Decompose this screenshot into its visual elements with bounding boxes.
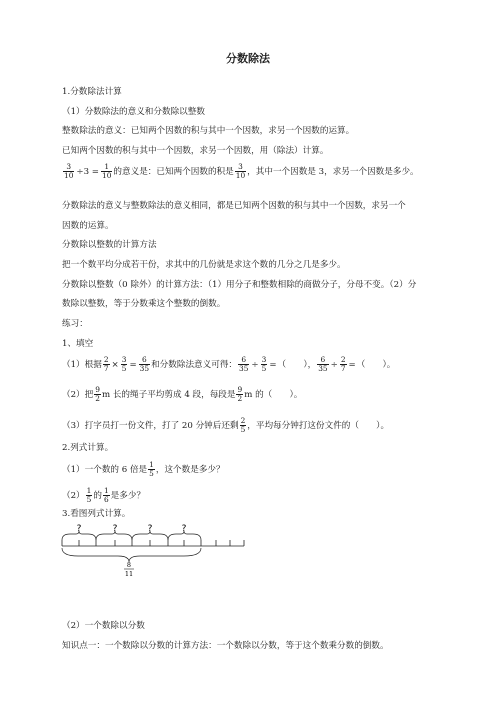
fraction: $\frac{6}{35}$ [139,355,150,373]
practice-heading: 练习： [62,319,88,329]
question-3: （3）打字员打一份文件，打了 20 分钟后还剩 $\frac{2}{5}$ ，平均每分钟打这份文件的（ ）。 [62,416,390,434]
fraction: $\frac{2}{7}$ [103,355,109,373]
section-heading: 1.分数除法计算 [62,87,122,97]
paragraph: 知识点一：一个数除以分数的计算方法：一个数除以分数，等于这个数乘分数的倒数。 [62,641,389,651]
paragraph: 整数除法的意义：已知两个因数的积与其中一个因数，求另一个因数的运算。 [62,126,355,136]
fraction: $\frac{2}{5}$ [240,416,246,434]
paragraph: 把一个数平均分成若干份，求其中的几份就是求这个数的几分之几是多少。 [62,260,346,270]
fraction: $\frac{1}{6}$ [103,486,109,504]
answer-blank: （ ）， [277,360,317,370]
question-2: （2）把 $\frac{9}{2}$ m 长的绳子平均剪成 4 段，每段是 $\frac{9}{2}$ m 的（ ）。 [62,385,303,403]
fraction: $\frac{3}{5}$ [261,355,267,373]
paragraph: 因数的运算。 [62,221,114,231]
top-brace [132,531,168,540]
paragraph: 已知两个因数的积与其中一个因数，求另一个因数，用（除法）计算。 [62,146,329,156]
total-numerator: 8 [126,561,132,569]
subsection-heading: （1）分数除法的意义和分数除以整数 [62,107,205,117]
fraction: $\frac{2}{7}$ [340,355,346,373]
paragraph: 分数除法的意义与整数除法的意义相同，都是已知两个因数的积与其中一个因数，求另一个 [62,201,406,211]
fraction: $\frac{6}{35}$ [239,355,249,373]
fraction: $\frac{1}{5}$ [86,486,92,504]
bottom-brace [62,548,201,562]
tick-marks [62,540,244,546]
calc-question-2: （2） $\frac{1}{5}$ 的 $\frac{1}{6}$ 是多少？ [62,486,146,504]
page-title: 分数除法 [226,52,270,65]
fraction: $\frac{3}{5}$ [121,355,127,373]
segment-diagram [58,518,258,578]
question-mark: ? [112,524,118,534]
exercise-heading: 1、填空 [62,339,94,349]
fraction: $\frac{9}{2}$ [95,385,100,403]
paragraph: 分数除以整数（0 除外）的计算方法：（1）用分子和整数相除的商做分子，分母不变。（2）分 [62,280,417,290]
section-heading: 2.列式计算。 [62,443,114,453]
calc-question-1: （1）一个数的 6 倍是 $\frac{1}{5}$ ，这个数是多少？ [62,460,225,478]
question-1: （1）根据 $\frac{2}{7}$ × $\frac{3}{5}$ = $\frac{6}{35}$ 和分数除法意义可得： $\frac{6}{35}$ ÷ $\frac{3}{5}$ =（ ）， $\frac{6}{35}$ ÷ $\frac{2}{7}$ =（ ）。 [62,355,396,373]
top-brace [62,531,96,540]
question-mark: ? [181,524,187,534]
fraction: $\frac{3}{10}$ [235,162,246,180]
total-denominator: 11 [124,570,134,578]
paragraph: 数除以整数，等于分数乘这个整数的倒数。 [62,299,226,309]
section-heading: 3.看图列式计算。 [62,509,131,519]
fraction: $\frac{3}{10}$ [64,162,74,180]
question-mark: ? [76,524,82,534]
fraction: $\frac{9}{2}$ [237,385,243,403]
fraction: $\frac{1}{5}$ [149,460,154,478]
answer-blank: （ ）。 [356,360,396,370]
paragraph-heading: 分数除以整数的计算方法 [62,240,157,250]
subsection-heading: （2）一个数除以分数 [62,621,145,631]
example-line: $\frac{3}{10}$ ÷3 = $\frac{1}{10}$ 的意义是：已知两个因数的积是 $\frac{3}{10}$ ，其中一个因数是 3，求另一个因数是多少。 [64,162,419,180]
question-mark: ? [147,524,153,534]
fraction: $\frac{6}{35}$ [318,355,328,373]
fraction: $\frac{1}{10}$ [102,162,112,180]
top-brace [168,531,201,540]
